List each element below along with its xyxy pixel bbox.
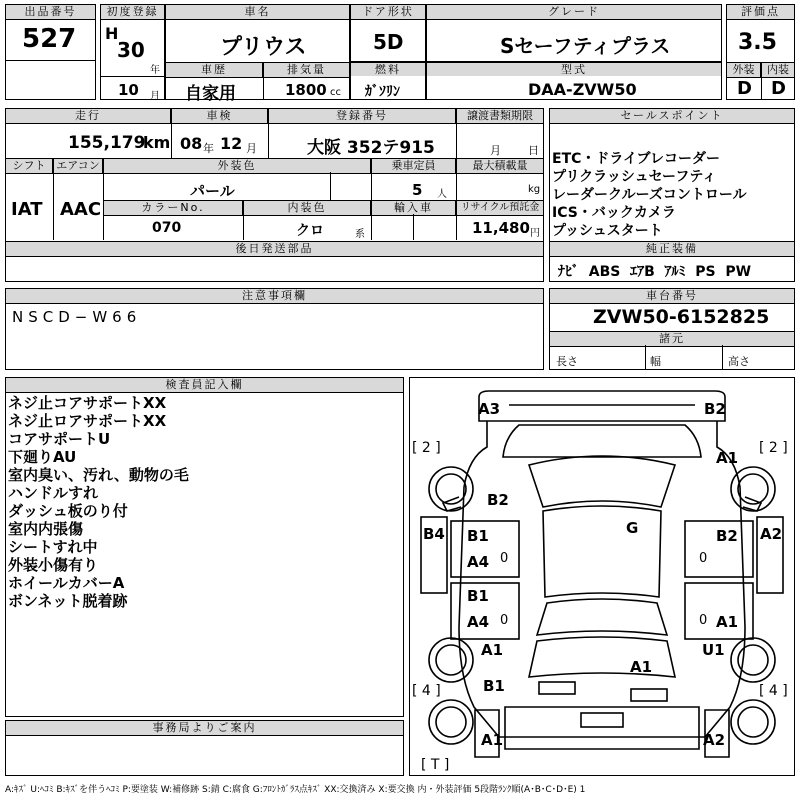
interior-color-value: クロ bbox=[296, 223, 324, 239]
fuel-label: 燃料 bbox=[350, 62, 426, 78]
fuel-value: ｶﾞｿﾘﾝ bbox=[365, 84, 400, 100]
history-label: 車歴 bbox=[165, 62, 263, 78]
color-value: パール bbox=[190, 182, 235, 200]
inspector-line: コアサポートU bbox=[8, 430, 111, 448]
door-label: ドア形状 bbox=[350, 4, 426, 20]
chassis-label: 車台番号 bbox=[549, 288, 795, 304]
interior-grade: D bbox=[771, 78, 786, 99]
deferred-label: 後日発送部品 bbox=[5, 241, 544, 257]
damage-code: B2 bbox=[487, 491, 509, 509]
reg-year: 30 bbox=[117, 38, 145, 62]
damage-code: B1 bbox=[483, 677, 505, 695]
sales-line: プッシュスタート bbox=[552, 223, 663, 239]
model-value: DAA-ZVW50 bbox=[528, 80, 637, 99]
inspector-line: 室内内張傷 bbox=[8, 520, 84, 538]
recycle-label: リサイクル預託金 bbox=[456, 200, 544, 216]
lot-label: 出品番号 bbox=[5, 4, 96, 20]
transfer-month: 月 bbox=[490, 144, 501, 157]
zero-mark: 0 bbox=[500, 613, 509, 628]
chassis-number: ZVW50-6152825 bbox=[593, 306, 770, 328]
mileage-label: 走行 bbox=[5, 108, 171, 124]
inspector-line: ホイールカバーA bbox=[8, 574, 125, 592]
cc-unit: cc bbox=[330, 87, 341, 98]
damage-code: A2 bbox=[703, 731, 726, 749]
dims-label: 諸元 bbox=[549, 331, 795, 347]
damage-code: A1 bbox=[630, 658, 653, 676]
car-diagram bbox=[409, 377, 795, 776]
year-unit: 年 bbox=[150, 65, 160, 76]
plate-value: 大阪 352テ915 bbox=[307, 138, 435, 158]
inspector-line: 室内臭い、汚れ、動物の毛 bbox=[8, 466, 189, 484]
legend: A:ｷｽﾞ U:ﾍｺﾐ B:ｷｽﾞを伴うﾍｺﾐ P:要塗装 W:補修跡 S:錆 C:腐食 G:ﾌﾛﾝﾄｶﾞﾗｽ点ｷｽﾞ XX:交換済み X:要交換 内・外装評価 5段階ﾗﾝｸ順(A･B･C･D･E) 1 bbox=[5, 785, 586, 795]
damage-code: B1 bbox=[467, 527, 489, 545]
damage-code: A4 bbox=[467, 613, 490, 631]
tire-tag: [ 4 ] bbox=[412, 683, 441, 699]
exterior-grade: D bbox=[737, 78, 752, 99]
color-no-value: 070 bbox=[152, 220, 182, 236]
color-no-label: カラーNo. bbox=[103, 200, 243, 216]
equipment-label: 純正装備 bbox=[549, 241, 795, 257]
dims-length: 長さ bbox=[556, 355, 578, 368]
shift-value: IAT bbox=[11, 199, 43, 220]
dims-width: 幅 bbox=[650, 355, 661, 368]
damage-code: B1 bbox=[467, 587, 489, 605]
import-label: 輸入車 bbox=[371, 200, 456, 216]
insp-month-unit: 月 bbox=[246, 142, 257, 155]
score-value: 3.5 bbox=[738, 30, 777, 55]
transfer-day: 日 bbox=[528, 144, 539, 157]
km-unit: km bbox=[143, 133, 171, 152]
grade-label: グレード bbox=[426, 4, 722, 20]
inspector-line: ネジ止ロアサポートXX bbox=[8, 412, 167, 430]
dims-height: 高さ bbox=[728, 355, 750, 368]
insp-year: 08 bbox=[180, 134, 203, 153]
mileage-value: 155,179 bbox=[68, 133, 146, 153]
ac-value: AAC bbox=[60, 199, 102, 220]
score-label: 評価点 bbox=[726, 4, 795, 20]
zero-mark: 0 bbox=[699, 613, 708, 628]
damage-code: A1 bbox=[716, 613, 739, 631]
name-label: 車名 bbox=[165, 4, 350, 20]
interior-color-unit: 系 bbox=[355, 229, 365, 240]
zero-mark: 0 bbox=[699, 551, 708, 566]
era-letter: H bbox=[105, 24, 119, 43]
displacement-value: 1800 bbox=[285, 81, 327, 99]
first-reg-label: 初度登録 bbox=[100, 4, 165, 20]
inspector-line: シートすれ中 bbox=[8, 538, 98, 556]
history-value: 自家用 bbox=[185, 84, 236, 104]
color-label: 外装色 bbox=[103, 158, 371, 174]
inspector-line: ハンドルすれ bbox=[8, 484, 99, 502]
month-unit: 月 bbox=[150, 91, 160, 102]
transfer-label: 譲渡書類期限 bbox=[456, 108, 544, 124]
displacement-label: 排気量 bbox=[263, 62, 350, 78]
grade-value: Sセーフティプラス bbox=[500, 34, 671, 58]
damage-code: A1 bbox=[481, 731, 504, 749]
zero-mark: 0 bbox=[500, 551, 509, 566]
shift-label: シフト bbox=[5, 158, 53, 174]
inspector-line: 外装小傷有り bbox=[8, 556, 99, 574]
insp-year-unit: 年 bbox=[203, 142, 214, 155]
tire-tag: [ 2 ] bbox=[412, 440, 441, 456]
capacity-unit: 人 bbox=[437, 189, 447, 200]
inspection-label: 車検 bbox=[171, 108, 268, 124]
exterior-label: 外装 bbox=[726, 62, 761, 78]
sales-line: ETC・ドライブレコーダー bbox=[552, 151, 720, 167]
model-label: 型式 bbox=[426, 62, 722, 78]
insp-month: 12 bbox=[220, 134, 243, 153]
sales-line: レーダークルーズコントロール bbox=[552, 187, 747, 203]
sales-line: ICS・バックカメラ bbox=[552, 205, 676, 221]
damage-code: B2 bbox=[704, 400, 726, 418]
reg-month: 10 bbox=[118, 81, 139, 99]
damage-code: A2 bbox=[760, 525, 783, 543]
inspector-line: ダッシュ板のり付 bbox=[8, 502, 128, 520]
office-label: 事務局よりご案内 bbox=[5, 720, 404, 736]
notes-label: 注意事項欄 bbox=[5, 288, 544, 304]
notes-text: NSCD−W66 bbox=[12, 308, 142, 326]
damage-code: A3 bbox=[478, 400, 501, 418]
sales-line: プリクラッシュセーフティ bbox=[552, 169, 717, 185]
tire-tag: [ 4 ] bbox=[759, 683, 788, 699]
load-unit: kg bbox=[528, 184, 541, 195]
interior-color-label: 内装色 bbox=[243, 200, 371, 216]
equipment-items: ﾅﾋﾞ ABS ｴｱB ｱﾙﾐ PS PW bbox=[558, 264, 752, 280]
tire-tag: [ 2 ] bbox=[759, 440, 788, 456]
damage-code: U1 bbox=[702, 641, 725, 659]
inspector-line: 下廻りAU bbox=[8, 448, 77, 466]
load-label: 最大積載量 bbox=[456, 158, 544, 174]
door-value: 5D bbox=[373, 30, 404, 54]
damage-code: G bbox=[626, 519, 639, 537]
ac-label: エアコン bbox=[53, 158, 103, 174]
damage-code: A1 bbox=[716, 449, 739, 467]
capacity-value: 5 bbox=[412, 181, 423, 199]
interior-label: 内装 bbox=[761, 62, 795, 78]
damage-code: A1 bbox=[481, 641, 504, 659]
capacity-label: 乗車定員 bbox=[371, 158, 456, 174]
plate-label: 登録番号 bbox=[268, 108, 456, 124]
recycle-value: 11,480 bbox=[472, 219, 530, 237]
inspector-line: ボンネット脱着跡 bbox=[8, 592, 128, 610]
damage-code: B4 bbox=[423, 525, 445, 543]
inspector-line: ネジ止コアサポートXX bbox=[8, 394, 167, 412]
lot-number: 527 bbox=[22, 24, 77, 54]
damage-code: A4 bbox=[467, 553, 490, 571]
spare-tag: [ T ] bbox=[421, 757, 450, 773]
damage-code: B2 bbox=[716, 527, 738, 545]
yen-unit: 円 bbox=[530, 228, 540, 239]
inspector-label: 検査員記入欄 bbox=[5, 377, 404, 393]
sales-label: セールスポイント bbox=[549, 108, 795, 124]
car-name: プリウス bbox=[220, 35, 307, 60]
